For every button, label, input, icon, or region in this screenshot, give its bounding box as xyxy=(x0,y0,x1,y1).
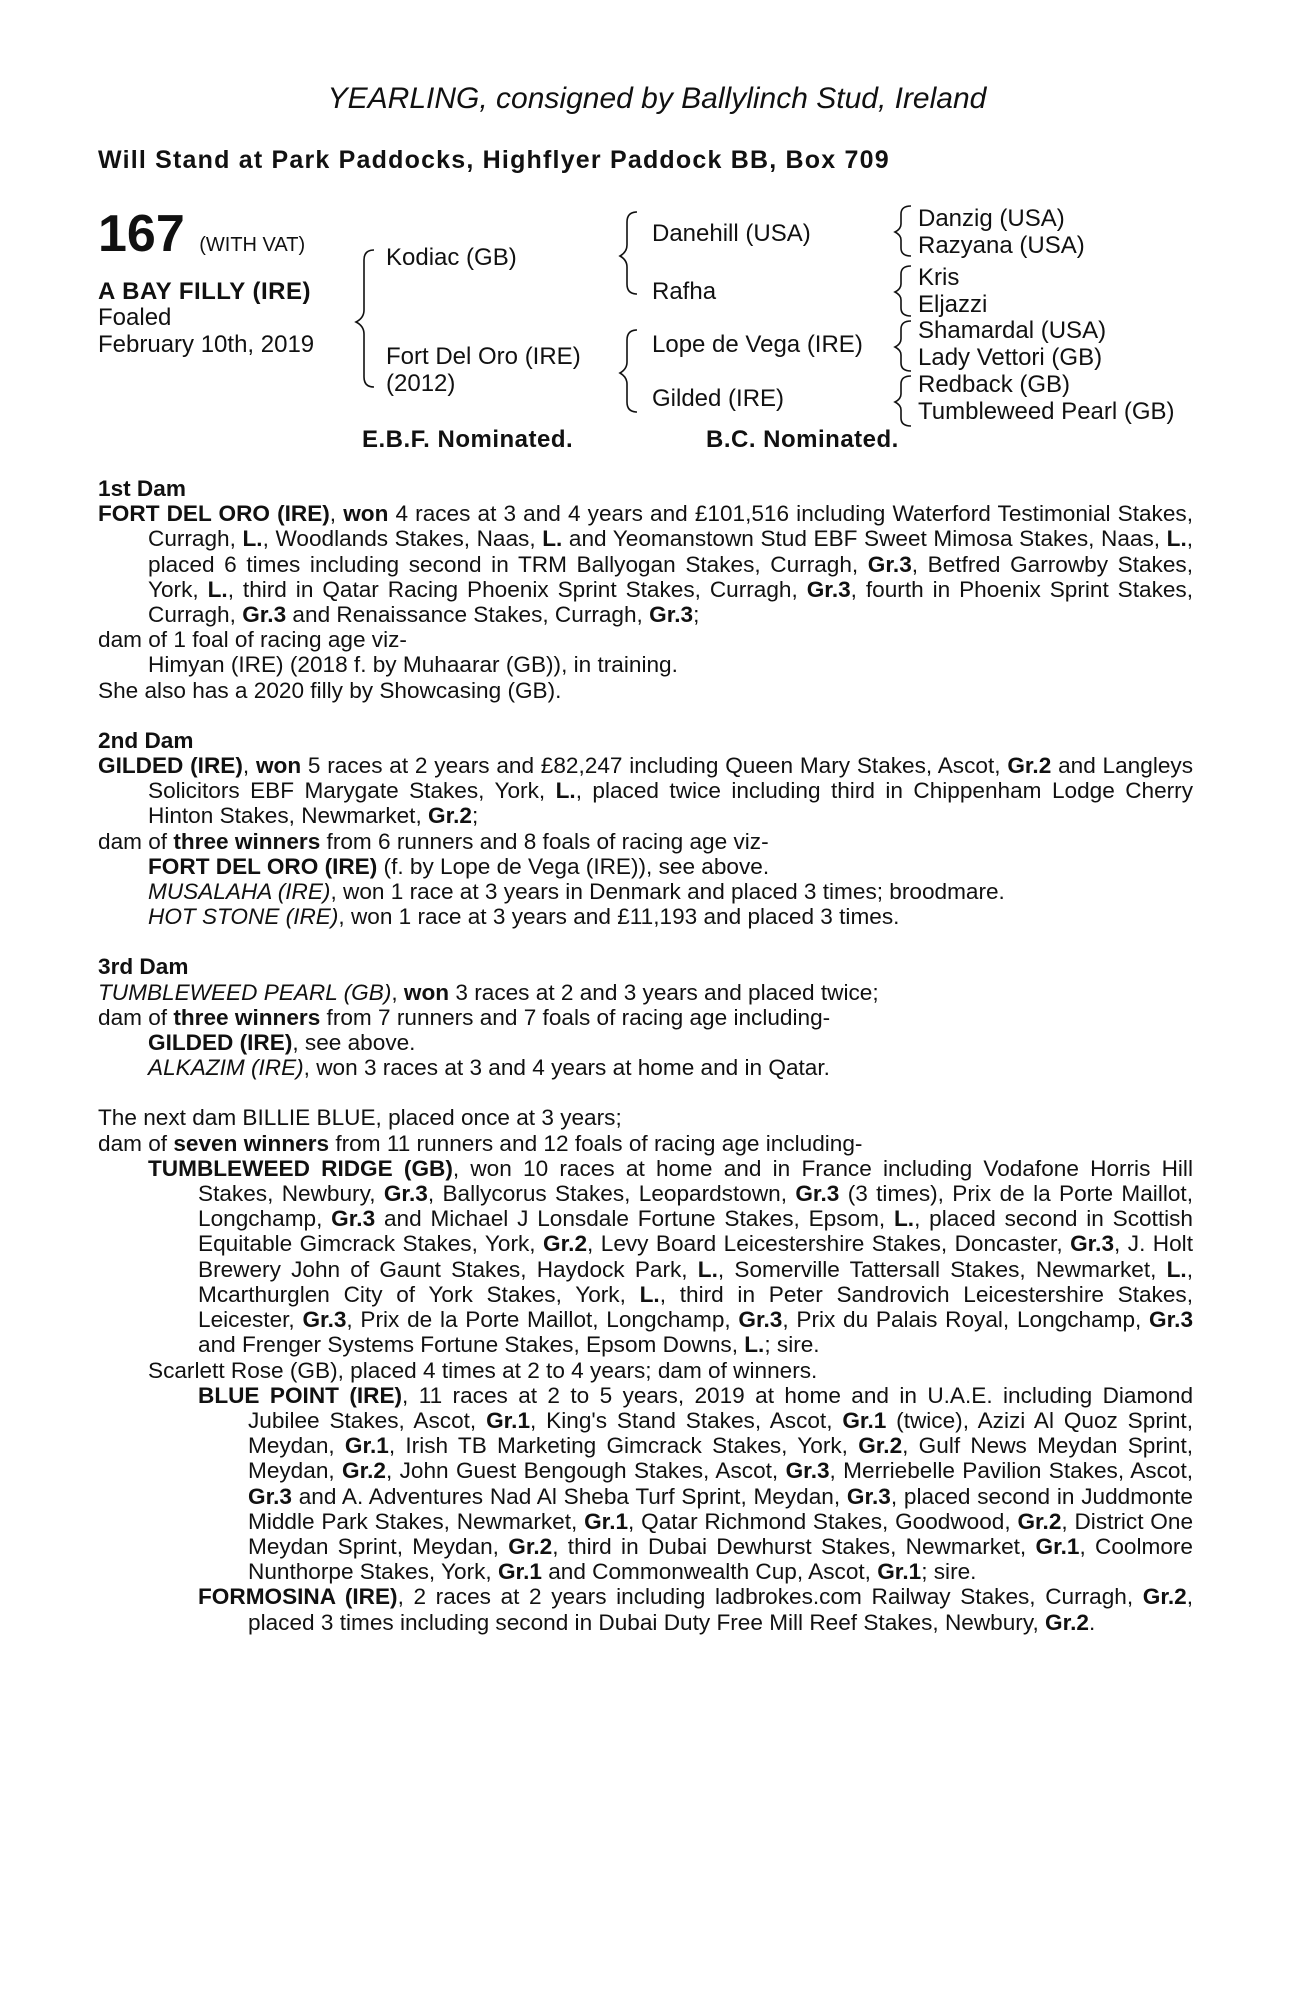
first-dam-heading: 1st Dam xyxy=(98,476,186,501)
grade-group: Gr.3 xyxy=(1070,1231,1115,1257)
third-dam-section xyxy=(98,954,1193,1080)
grade-group: Gr.1 xyxy=(584,1508,629,1534)
third-dam-produce-intro xyxy=(98,1005,1193,1030)
grade-group: Gr.1 xyxy=(842,1407,887,1433)
grade-listed: L. xyxy=(697,1256,718,1282)
grade-group: Gr.3 xyxy=(867,551,912,577)
produce-text: from 7 runners and 7 foals of racing age including- xyxy=(320,1004,831,1030)
grade-group: Gr.2 xyxy=(1045,1609,1089,1635)
grade-group: Gr.2 xyxy=(858,1433,903,1459)
won-label: won xyxy=(403,979,450,1005)
record-text: 4 races at 3 and 4 years and £101,516 including Waterford Testimonial Stakes, Curragh, xyxy=(148,501,1193,552)
foal-name: FORT DEL ORO (IRE) xyxy=(148,853,378,879)
grade-group: Gr.1 xyxy=(497,1559,542,1585)
record-text: , third in Peter Sandrovich Leicestershire Stakes, Leicester, xyxy=(198,1281,1193,1333)
record-text: , Coolmore Nunthorpe Stakes, York, xyxy=(248,1533,1193,1585)
vat-note: (WITH VAT) xyxy=(199,234,306,256)
grade-group: Gr.3 xyxy=(1149,1307,1194,1333)
record-text: , placed 3 times including second in Dubai Duty Free Mill Reef Stakes, Newbury, xyxy=(248,1584,1193,1635)
second-dam-record: GILDED (IRE), won 5 races at 2 years and £82,247 including Queen Mary Stakes, Ascot, Gr.2 and Langleys Solicitors EBF Marygate Stakes, York, L., placed twice including third in Chippenham Lodge Cherry Hinton Stakes, Newmarket, Gr.2; xyxy=(98,753,1194,829)
record-text: and Renaissance Stakes, Curragh, xyxy=(286,602,650,628)
grade-listed: L. xyxy=(242,526,263,552)
third-dam-heading: 3rd Dam xyxy=(98,954,189,980)
first-dam-foal: Himyan (IRE) (2018 f. by Muhaarar (GB)), in training. xyxy=(148,652,678,678)
foal-name: ALKAZIM (IRE) xyxy=(148,1055,304,1081)
grade-listed: L. xyxy=(894,1206,915,1232)
record-text: , placed second in Juddmonte Middle Park Stakes, Newmarket, xyxy=(248,1483,1193,1534)
winners-count: three winners xyxy=(173,828,321,854)
record-text: , Somerville Tattersall Stakes, Newmarket, xyxy=(717,1256,1167,1282)
won-label: won xyxy=(255,753,302,779)
grade-group: Gr.3 xyxy=(795,1181,840,1207)
pedigree-dam-year: (2012) xyxy=(386,370,456,397)
record-text: and Michael J Lonsdale Fortune Stakes, Epsom, xyxy=(375,1206,894,1232)
won-label: won xyxy=(343,501,389,527)
foal-record: , won 1 race at 3 years and £11,193 and placed 3 times. xyxy=(338,904,900,930)
record-text: , J. Holt Brewery John of Gaunt Stakes, Haydock Park, xyxy=(198,1231,1193,1282)
record-text: 3 races at 2 and 3 years and placed twice; xyxy=(449,979,879,1005)
grade-group: Gr.3 xyxy=(302,1307,347,1333)
produce-text: dam of xyxy=(98,1004,174,1030)
pedigree-gen3-4: Eljazzi xyxy=(918,291,988,318)
record-text: (twice), Azizi Al Quoz Sprint, Meydan, xyxy=(248,1407,1193,1459)
foal-name: GILDED (IRE) xyxy=(148,1030,293,1056)
grade-group: Gr.3 xyxy=(242,602,287,628)
record-text: , King's Stand Stakes, Ascot, xyxy=(530,1407,843,1433)
grade-listed: L. xyxy=(542,526,563,552)
grade-group: Gr.2 xyxy=(342,1458,386,1484)
grade-listed: L. xyxy=(639,1281,660,1307)
scarlett-rose-line: Scarlett Rose (GB), placed 4 times at 2 to 4 years; dam of winners. xyxy=(148,1357,818,1383)
record-text: 5 races at 2 years and £82,247 including Queen Mary Stakes, Ascot, xyxy=(301,753,1008,779)
grade-group: Gr.3 xyxy=(846,1483,891,1509)
record-text: , placed second in Scottish Equitable Gimcrack Stakes, York, xyxy=(198,1206,1193,1257)
third-dam-foal xyxy=(98,1055,1193,1080)
grade-group: Gr.1 xyxy=(486,1407,531,1433)
grade-listed: L. xyxy=(1166,1256,1187,1282)
foal-name: TUMBLEWEED RIDGE (GB) xyxy=(148,1155,453,1181)
third-dam-record xyxy=(98,980,1193,1005)
record-text: , Levy Board Leicestershire Stakes, Doncaster, xyxy=(587,1231,1071,1257)
grade-group: Gr.2 xyxy=(543,1231,588,1257)
blue-point-record xyxy=(98,1383,1193,1585)
record-text: . xyxy=(1088,1609,1096,1635)
first-dam-name: FORT DEL ORO (IRE) xyxy=(98,501,330,527)
foaled-label: Foaled xyxy=(98,304,172,331)
grade-group: Gr.2 xyxy=(1017,1508,1062,1534)
grade-group: Gr.2 xyxy=(428,803,472,829)
record-text: , placed twice including third in Chippenham Lodge Cherry Hinton Stakes, Newmarket, xyxy=(148,778,1194,829)
record-text: , Betfred Garrowby Stakes, York, xyxy=(148,551,1193,602)
grade-group: Gr.1 xyxy=(877,1559,922,1585)
produce-text: from 11 runners and 12 foals of racing age including- xyxy=(329,1130,863,1156)
produce-text: dam of xyxy=(98,828,174,854)
tumbleweed-ridge-record xyxy=(98,1156,1193,1358)
grade-listed: L. xyxy=(207,576,228,602)
first-dam-record: FORT DEL ORO (IRE), won 4 races at 3 and 4 years and £101,516 including Waterford Testimonial Stakes, Curragh, L., Woodlands Stakes, Naas, L. and Yeomanstown Stud EBF Sweet Mimosa Stakes, Naas, L., placed 6 times including second in TRM Ballyogan Stakes, Curragh, Gr.3, Betfred Garrowby Stakes, York, L., third in Qatar Racing Phoenix Sprint Stakes, Curragh, Gr.3, fourth in Phoenix Sprint Stakes, Curragh, Gr.3 and Renaissance Stakes, Curragh, Gr.3; xyxy=(98,501,1194,628)
next-dam-section xyxy=(98,1105,1193,1634)
record-text: , third in Qatar Racing Phoenix Sprint Stakes, Curragh, xyxy=(227,576,807,602)
record-text: , placed 6 times including second in TRM Ballyogan Stakes, Curragh, xyxy=(148,526,1194,577)
record-text: and Commonwealth Cup, Ascot, xyxy=(541,1559,878,1585)
record-text: and Langleys Solicitors EBF Marygate Stakes, York, xyxy=(148,753,1193,804)
record-text: , won 10 races at home and in France including Vodafone Horris Hill Stakes, Newbury, xyxy=(198,1155,1193,1207)
third-dam-foal xyxy=(98,1030,1193,1055)
record-text: and Frenger Systems Fortune Stakes, Epsom Downs, xyxy=(198,1332,745,1358)
record-text: , Gulf News Meydan Sprint, Meydan, xyxy=(248,1433,1194,1484)
pedigree-gen3-5: Shamardal (USA) xyxy=(918,317,1107,344)
grade-group: Gr.2 xyxy=(1007,753,1052,779)
record-text: , Prix de la Porte Maillot, Longchamp, xyxy=(346,1307,739,1333)
grade-group: Gr.3 xyxy=(248,1483,292,1509)
record-text: and Yeomanstown Stud EBF Sweet Mimosa Stakes, Naas, xyxy=(562,526,1167,552)
first-dam-also: She also has a 2020 filly by Showcasing (GB). xyxy=(98,677,562,703)
foal-record: , see above. xyxy=(292,1030,416,1056)
record-text: ; sire. xyxy=(921,1559,977,1585)
grade-listed: L. xyxy=(555,778,576,804)
grade-listed: L. xyxy=(1166,526,1187,552)
pedigree-sire: Kodiac (GB) xyxy=(386,244,517,271)
record-text: , Qatar Richmond Stakes, Goodwood, xyxy=(628,1508,1018,1534)
first-dam-produce-intro: dam of 1 foal of racing age viz- xyxy=(98,627,407,653)
produce-text: dam of xyxy=(98,1130,174,1156)
foal-record: , won 1 race at 3 years in Denmark and placed 3 times; broodmare. xyxy=(330,879,1005,905)
grade-group: Gr.3 xyxy=(806,576,851,602)
ebf-nominated: E.B.F. Nominated. xyxy=(362,426,574,453)
pedigree-gen3-7: Redback (GB) xyxy=(918,371,1071,398)
foal-name: BLUE POINT (IRE) xyxy=(198,1382,403,1408)
stand-location: Will Stand at Park Paddocks, Highflyer Paddock BB, Box 709 xyxy=(98,146,890,174)
record-text: ; sire. xyxy=(764,1332,820,1358)
foal-name: FORMOSINA (IRE) xyxy=(198,1584,398,1610)
record-text: , District One Meydan Sprint, Meydan, xyxy=(248,1508,1194,1559)
pedigree-gen3-8: Tumbleweed Pearl (GB) xyxy=(918,398,1175,425)
winners-count: seven winners xyxy=(173,1130,330,1156)
record-text: , John Guest Bengough Stakes, Ascot, xyxy=(385,1458,786,1484)
record-text: , fourth in Phoenix Sprint Stakes, Curragh, xyxy=(148,576,1194,628)
pedigree-dam-dam: Gilded (IRE) xyxy=(652,385,785,412)
grade-group: Gr.2 xyxy=(508,1533,553,1559)
pedigree-dam-sire: Lope de Vega (IRE) xyxy=(652,331,863,358)
record-text: ; xyxy=(693,602,700,628)
grade-group: Gr.3 xyxy=(738,1307,783,1333)
second-dam-heading: 2nd Dam xyxy=(98,727,194,753)
record-text: , Merriebelle Pavilion Stakes, Ascot, xyxy=(829,1458,1193,1484)
pedigree-gen3-2: Razyana (USA) xyxy=(918,232,1085,259)
third-dam-name: TUMBLEWEED PEARL (GB) xyxy=(98,979,392,1005)
foal-name: HOT STONE (IRE) xyxy=(148,904,339,930)
foal-record: (f. by Lope de Vega (IRE)), see above. xyxy=(377,853,770,879)
next-dam-produce-intro xyxy=(98,1131,1193,1156)
record-text: , Irish TB Marketing Gimcrack Stakes, York, xyxy=(388,1433,859,1459)
grade-group: Gr.3 xyxy=(785,1458,830,1484)
lot-number-value: 167 xyxy=(98,205,185,263)
next-dam-line: The next dam BILLIE BLUE, placed once at 3 years; xyxy=(98,1105,622,1131)
produce-text: from 6 runners and 8 foals of racing age viz- xyxy=(320,828,769,854)
record-text: ; xyxy=(472,803,479,829)
grade-group: Gr.1 xyxy=(344,1433,389,1459)
record-text: , Mcarthurglen City of York Stakes, York, xyxy=(198,1256,1193,1307)
foal-name: MUSALAHA (IRE) xyxy=(148,879,331,905)
grade-group: Gr.3 xyxy=(331,1206,376,1232)
pedigree-gen3-1: Danzig (USA) xyxy=(918,205,1065,232)
pedigree-gen3-3: Kris xyxy=(918,264,960,291)
pedigree-gen3-6: Lady Vettori (GB) xyxy=(918,344,1103,371)
winners-count: three winners xyxy=(173,1004,321,1030)
record-text: , 2 races at 2 years including ladbrokes.com Railway Stakes, Curragh, xyxy=(397,1584,1143,1610)
catalogue-body xyxy=(98,476,1193,1635)
record-text: , Ballycorus Stakes, Leopardstown, xyxy=(427,1181,796,1207)
record-text: , 11 races at 2 to 5 years, 2019 at home and in U.A.E. including Diamond Jubilee Stakes, Ascot, xyxy=(248,1382,1194,1433)
grade-group: Gr.1 xyxy=(1035,1533,1080,1559)
second-dam-foal xyxy=(98,904,1193,929)
foal-record: , won 3 races at 3 and 4 years at home and in Qatar. xyxy=(303,1055,830,1081)
record-text: , xyxy=(391,979,404,1005)
grade-group: Gr.3 xyxy=(383,1181,428,1207)
pedigree-sire-sire: Danehill (USA) xyxy=(652,220,811,247)
record-text: , Prix du Palais Royal, Longchamp, xyxy=(782,1307,1150,1333)
second-dam-name: GILDED (IRE) xyxy=(98,753,243,779)
foaled-date: February 10th, 2019 xyxy=(98,331,315,358)
record-text: , third in Dubai Dewhurst Stakes, Newmarket, xyxy=(552,1533,1036,1559)
grade-listed: L. xyxy=(744,1332,765,1358)
record-text: , Woodlands Stakes, Naas, xyxy=(262,526,543,552)
lot-name: A BAY FILLY (IRE) xyxy=(98,278,311,305)
pedigree-dam: Fort Del Oro (IRE) xyxy=(386,343,581,370)
first-dam-section xyxy=(98,476,1193,703)
record-text: and A. Adventures Nad Al Sheba Turf Sprint, Meydan, xyxy=(291,1483,847,1509)
grade-group: Gr.2 xyxy=(1142,1584,1187,1610)
formosina-record xyxy=(98,1584,1193,1634)
second-dam-produce-intro xyxy=(98,829,1193,854)
pedigree-sire-dam: Rafha xyxy=(652,278,717,305)
second-dam-foal xyxy=(98,854,1193,879)
record-text: (3 times), Prix de la Porte Maillot, Longchamp, xyxy=(198,1181,1193,1232)
second-dam-section xyxy=(98,728,1193,930)
consignment-heading: YEARLING, consigned by Ballylinch Stud, Ireland xyxy=(327,82,987,115)
second-dam-foal xyxy=(98,879,1193,904)
grade-group: Gr.3 xyxy=(649,602,694,628)
bc-nominated: B.C. Nominated. xyxy=(706,426,899,453)
